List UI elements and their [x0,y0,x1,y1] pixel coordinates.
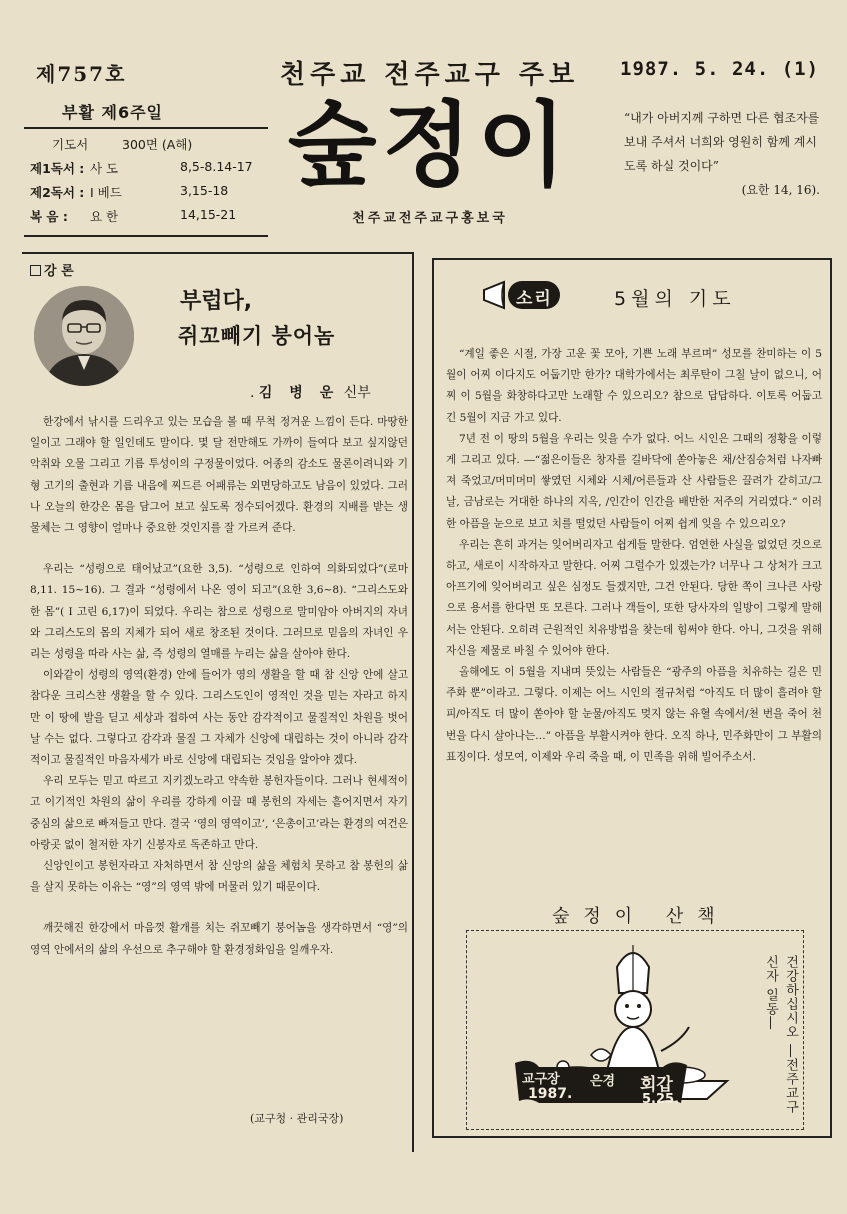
sori-title: 5월의 기도 [614,288,736,310]
editorial-paragraph: 깨끗해진 한강에서 마음껏 활개를 치는 쥐꼬빼기 붕어놈을 생각하면서 “영”의 영역 안에서의 삶의 우선으로 추구해야 할 환경정화임을 일깨우자. [30,922,408,956]
editorial-paragraph: 신앙인이고 봉헌자라고 자처하면서 참 신앙의 삶을 체험치 못하고 참 봉헌의 삶을 살지 못하는 이유는 “영”의 영역 밖에 머물러 있기 때문이다. [30,860,408,894]
square-icon [30,265,41,276]
editorial-body [30,412,408,961]
scripture-quote [624,106,828,202]
sori-paragraph: 올해에도 이 5월을 지내며 뜻있는 사람들은 “광주의 아픔을 치유하는 길은 민주화 뿐”이라고. 그렇다. 이제는 어느 시인의 절규처럼 “아직도 더 많이 흘려야 할 피/아직도 더 많이 쏟아야 할 눈물/아직도 멎지 않는 유혈 속에서/천 번을 죽어 천 번을 다시 살아나는…” 아픔을 부활시켜야 한다. 오직 하나, 민주화만이 그 부활의 표징이다. 성모여, 이제와 우리 죽을 때, 이 민족을 위해 빌어주소서. [446,666,822,763]
reading-book: I 베드 [90,185,122,200]
cartoon-frame [466,930,804,1130]
quote-source: (요한 14, 16). [741,183,820,197]
section-tag [30,260,74,279]
editorial-paragraph: 우리 모두는 믿고 따르고 지키겠노라고 약속한 봉헌자들이다. 그러나 현세적이고 이기적인 차원의 삶이 우리를 강하게 이끌 때 봉헌의 자세는 흩어지면서 자기 중심의 삶으로 빠져들고 만다. 결국 ‘영의 영역이고’, ‘은총이고’라는 환경의 여건은 아랑곳 없이 철저한 자기 신봉자로 독존하고 만다. [30,775,408,851]
publication-name: 천주교 전주교구 주보 [280,60,580,90]
portrait-image [34,286,134,386]
reading-label: 제1독서 : [30,161,85,176]
issue-date: 1987. 5. 24. (1) [620,58,820,80]
reading-ref: 8,5-8.14-17 [180,159,253,174]
sori-paragraph: 7년 전 이 땅의 5월을 우리는 잊을 수가 없다. 어느 시인은 그때의 정황을 이렇게 그리고 있다. ―“젊은이들은 창자를 길바닥에 쏟아놓은 채/산짐승처럼 나자빠져 죽었고/머미머미 쌓였던 시체와 시체/어른들과 산 사람들은 끌려가 갇히고/그날, 금남로는 거대한 하나의 지옥, /인간이 인간을 배반한 저주의 거리였다.” 이러한 아픔을 눈으로 보고 치를 떨었던 사람들이 어찌 쉽게 잊을 수 있으리오? [446,432,822,530]
reading-label: 제2독서 : [30,185,85,200]
editorial-paragraph: 한강에서 낚시를 드리우고 있는 모습을 볼 때 무척 정겨운 느낌이 든다. 마땅한 일이고 그래야 할 일인데도 말이다. 몇 달 전만해도 가까이 들여다 보고 싶지않던 악취와 오물 그리고 기름 투성이의 구정물이었다. 어종의 감소도 물론이려니와 기형 고기의 출현과 기름 내음에 찌드른 어패류는 외면당하고도 남음이 있었다. 그러나 오늘의 한강은 몸을 담그어 보고 싶도록 정수되어겠다. 환경의 지배를 받는 생물체는 그 영향이 얼마나 중요한 것인지를 잘 가르켜 준다. [30,416,408,535]
reading-label: 복 음 : [30,209,68,224]
reading-label: 기도서 [52,137,89,152]
editorial-signature: (교구청 · 관리국장) [250,1112,344,1125]
editorial-author [250,382,371,402]
sori-badge [482,278,562,312]
editorial-paragraph: 우리는 “성령으로 태어났고”(요한 3,5). “성령으로 인하여 의화되었다”(로마 8,11. 15~16). 그 결과 “성령에서 나온 영이 되고”(요한 3,6~8). “그리스도와 한 몸”( I 고린 6,17)이 되었다. 우리는 참으로 성령으로 말미암아 아버지의 자녀와 그리스도의 몸의 지체가 되어 새로 창조된 것이다. 그러므로 믿음의 자녀인 우리는 성령을 따라 사는 삶, 즉 성령의 열매를 누리는 삶을 살아야 한다. [30,563,408,661]
sori-badge-label: 소리 [516,289,553,309]
quote-text: “내가 아버지께 구하면 다른 협조자를 보내 주셔서 너희와 영원히 함께 계시도록 하실 것이다” [624,111,820,173]
editorial-paragraph: 이와같이 성령의 영역(환경) 안에 들어가 영의 생활을 할 때 참 신앙 안에 살고 참다운 크리스챤 생활을 할 수 있다. 그리스도인이 영적인 것을 믿는 자라고 하지만 이 땅에 발을 딛고 세상과 접하여 사는 동안 감각적이고 물질적인 차원을 벗어날 수는 없다. 그렇다고 감각과 물질 그 자체가 신앙에 대립하는 것이 아니라 감각적이고 물질적인 마음자세가 바로 신앙에 대립되는 것임을 알아야 겠다. [30,669,408,767]
bishop-cartoon-illustration [467,931,805,1131]
liturgical-week: 부활 제6주일 [62,103,163,122]
author-prefix: . [250,385,255,401]
masthead-subtitle: 천주교전주교구홍보국 [352,211,508,226]
readings-box [24,127,268,237]
reading-book: 사 도 [90,161,119,176]
reading-ref: 3,15-18 [180,183,229,198]
author-name: 김 병 운 [258,385,340,401]
sori-body [446,344,822,768]
masthead-title: 숲정이 [287,92,573,199]
editorial-title-line1: 부럽다, [180,289,253,314]
cartoon-caption: 건강하십시오 ―전주교구신자 일동― [763,955,798,1115]
reading-book: 요 한 [90,209,119,224]
issue-number: 제757호 [36,62,127,86]
walk-title: 숲정이 산책 [552,906,729,927]
editorial-title-line2: 쥐꼬빼기 붕어놈 [178,324,336,348]
banner-jubilee-label: 은경 [590,1074,616,1089]
banner-year: 1987. [528,1086,573,1102]
author-title: 신부 [343,385,371,401]
section-label: 강 론 [44,264,74,279]
reading-ref: 14,15-21 [180,207,237,222]
sori-paragraph: 우리는 흔히 과거는 잊어버리자고 쉽게들 말한다. 엄연한 사실을 없었던 것으로 하고, 새로이 시작하자고 말한다. 어찌 그럴수가 있겠는가? 너무나 그 상처가 크고 아프기에 잊어버리고 싶은 심정도 들겠지만, 그건 안된다. 당한 쪽이 크나큰 사랑으로 용서를 한다면 또 모른다. 그러나 객들이, 또한 당사자의 일방이 그렇게 말해서는 안된다. 오히려 근원적인 치유방법을 찾는데 힘써야 한다. 아니, 그것을 위해 자신을 제물로 바칠 수 있어야 한다. [446,538,822,657]
reading-book: 300면 (A해) [122,137,193,152]
sori-paragraph: “계일 좋은 시절, 가장 고운 꽃 모아, 기쁜 노래 부르며” 성모를 찬미하는 이 5월이 어찌 이다지도 어둡기만 한가? 대학가에서는 최루탄이 그칠 날이 없으니, 어찌 이 5월을 화창하다고만 노래할 수 있으리오? 참으로 답답하다. 이토록 어둡고 긴 5월이 지금 가고 있다. [446,348,822,424]
banner-date: 5.25. [642,1092,680,1107]
author-portrait [34,286,134,386]
banner-bishop-label: 교구장 [522,1072,560,1087]
banner-birthday-label: 회갑 [640,1075,673,1095]
